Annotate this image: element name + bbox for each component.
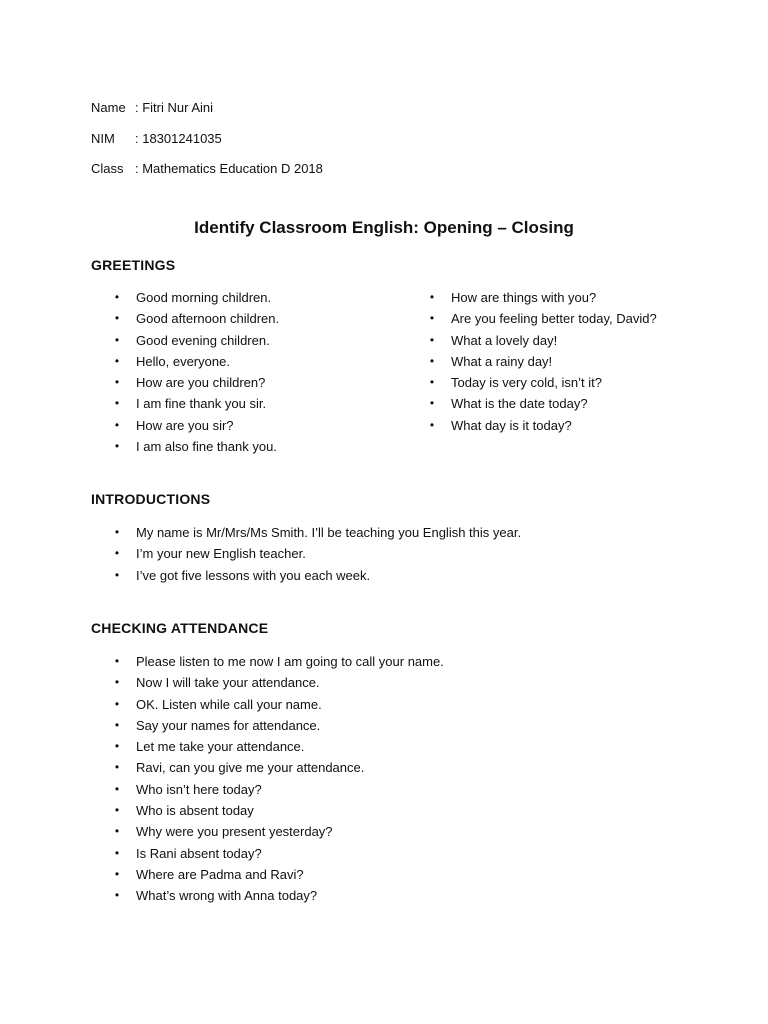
- list-item: [112, 779, 444, 800]
- nim-label: NIM: [91, 130, 115, 146]
- list-item-text: Please listen to me now I am going to call your name.: [136, 654, 444, 669]
- list-item: [112, 372, 279, 393]
- list-item: [112, 715, 444, 736]
- bullet-icon: •: [114, 417, 120, 432]
- list-item-text: Hello, everyone.: [136, 353, 230, 369]
- bullet-icon: •: [429, 311, 435, 326]
- bullet-icon: •: [429, 353, 435, 368]
- class-value: : Mathematics Education D 2018: [135, 161, 323, 177]
- bullet-icon: •: [114, 739, 120, 754]
- list-item: [112, 393, 279, 414]
- list-item-text: Is Rani absent today?: [136, 845, 262, 861]
- nim-value: : 18301241035: [135, 130, 222, 146]
- list-item: [112, 757, 444, 778]
- bullet-icon: •: [114, 717, 120, 732]
- info-row-name: [91, 93, 323, 124]
- list-item-text: How are you sir?: [136, 417, 234, 433]
- introductions-heading: INTRODUCTIONS: [91, 491, 211, 507]
- info-row-class: [91, 154, 323, 185]
- list-item: [112, 287, 279, 308]
- list-item-text: Where are Padma and Ravi?: [136, 866, 304, 882]
- list-item: [427, 287, 657, 308]
- bullet-icon: •: [429, 375, 435, 390]
- list-item-text: Say your names for attendance.: [136, 717, 321, 733]
- bullet-icon: •: [429, 396, 435, 411]
- list-item: [427, 351, 657, 372]
- list-item: [427, 372, 657, 393]
- list-item-text: Who isn’t here today?: [136, 781, 262, 797]
- name-value: : Fitri Nur Aini: [135, 100, 214, 116]
- list-item: [112, 821, 444, 842]
- list-item: [112, 694, 444, 715]
- bullet-icon: •: [114, 675, 120, 690]
- bullet-icon: •: [114, 803, 120, 818]
- bullet-icon: •: [114, 654, 120, 668]
- bullet-icon: •: [114, 824, 120, 839]
- list-item-text: My name is Mr/Mrs/Ms Smith. I’ll be teaching you English this year.: [136, 525, 522, 540]
- list-item-text: Good afternoon children.: [136, 311, 280, 327]
- bullet-icon: •: [114, 353, 120, 368]
- bullet-icon: •: [429, 332, 435, 347]
- bullet-icon: •: [114, 375, 120, 390]
- list-item: [427, 330, 657, 351]
- student-info: [91, 93, 323, 185]
- introductions-list: [112, 522, 521, 586]
- list-item: [112, 330, 279, 351]
- list-item: [112, 843, 444, 864]
- list-item: [112, 351, 279, 372]
- bullet-icon: •: [114, 396, 120, 411]
- checking-attendance-list: [112, 651, 444, 907]
- bullet-icon: •: [114, 332, 120, 347]
- bullet-icon: •: [114, 845, 120, 860]
- list-item-text: Let me take your attendance.: [136, 739, 305, 755]
- list-item: [112, 864, 444, 885]
- greetings-heading: GREETINGS: [91, 257, 176, 273]
- bullet-icon: •: [114, 760, 120, 775]
- list-item: [427, 393, 657, 414]
- list-item-text: What day is it today?: [451, 417, 572, 433]
- checking-attendance-heading: CHECKING ATTENDANCE: [91, 620, 269, 636]
- list-item-text: Today is very cold, isn’t it?: [451, 375, 603, 391]
- list-item-text: How are you children?: [136, 375, 266, 391]
- list-item: [112, 308, 279, 329]
- bullet-icon: •: [114, 696, 120, 711]
- list-item-text: Good morning children.: [136, 290, 272, 305]
- list-item-text: What is the date today?: [451, 396, 588, 412]
- info-row-nim: [91, 124, 323, 155]
- list-item-text: Are you feeling better today, David?: [451, 311, 657, 327]
- list-item: [112, 672, 444, 693]
- list-item-text: What a lovely day!: [451, 332, 558, 348]
- list-item-text: What’s wrong with Anna today?: [136, 888, 318, 904]
- bullet-icon: •: [114, 888, 120, 903]
- list-item: [112, 651, 444, 672]
- list-item-text: I am also fine thank you.: [136, 439, 277, 455]
- bullet-icon: •: [114, 866, 120, 881]
- list-item-text: Now I will take your attendance.: [136, 675, 320, 691]
- list-item-text: Who is absent today: [136, 803, 254, 819]
- bullet-icon: •: [114, 439, 120, 454]
- list-item: [112, 543, 521, 564]
- bullet-icon: •: [429, 417, 435, 432]
- greetings-list-left: [112, 287, 279, 457]
- list-item-text: What a rainy day!: [451, 353, 553, 369]
- list-item: [112, 885, 444, 906]
- bullet-icon: •: [114, 567, 120, 582]
- bullet-icon: •: [114, 781, 120, 796]
- bullet-icon: •: [114, 546, 120, 561]
- bullet-icon: •: [114, 290, 120, 304]
- name-label: Name: [91, 100, 126, 116]
- list-item-text: Why were you present yesterday?: [136, 824, 333, 840]
- bullet-icon: •: [114, 525, 120, 539]
- greetings-list-right: [427, 287, 657, 436]
- list-item: [112, 736, 444, 757]
- list-item: [112, 800, 444, 821]
- document-title: Identify Classroom English: Opening – Closing: [194, 218, 574, 237]
- list-item: [112, 522, 521, 543]
- list-item-text: Good evening children.: [136, 332, 270, 348]
- list-item-text: I’ve got five lessons with you each week.: [136, 567, 371, 583]
- bullet-icon: •: [429, 290, 435, 304]
- list-item: [112, 415, 279, 436]
- list-item-text: How are things with you?: [451, 290, 597, 305]
- list-item: [112, 565, 521, 586]
- bullet-icon: •: [114, 311, 120, 326]
- class-label: Class: [91, 161, 124, 177]
- list-item-text: OK. Listen while call your name.: [136, 696, 322, 712]
- list-item-text: I am fine thank you sir.: [136, 396, 267, 412]
- list-item: [427, 308, 657, 329]
- list-item: [427, 415, 657, 436]
- list-item: [112, 436, 279, 457]
- list-item-text: I’m your new English teacher.: [136, 546, 306, 562]
- list-item-text: Ravi, can you give me your attendance.: [136, 760, 365, 776]
